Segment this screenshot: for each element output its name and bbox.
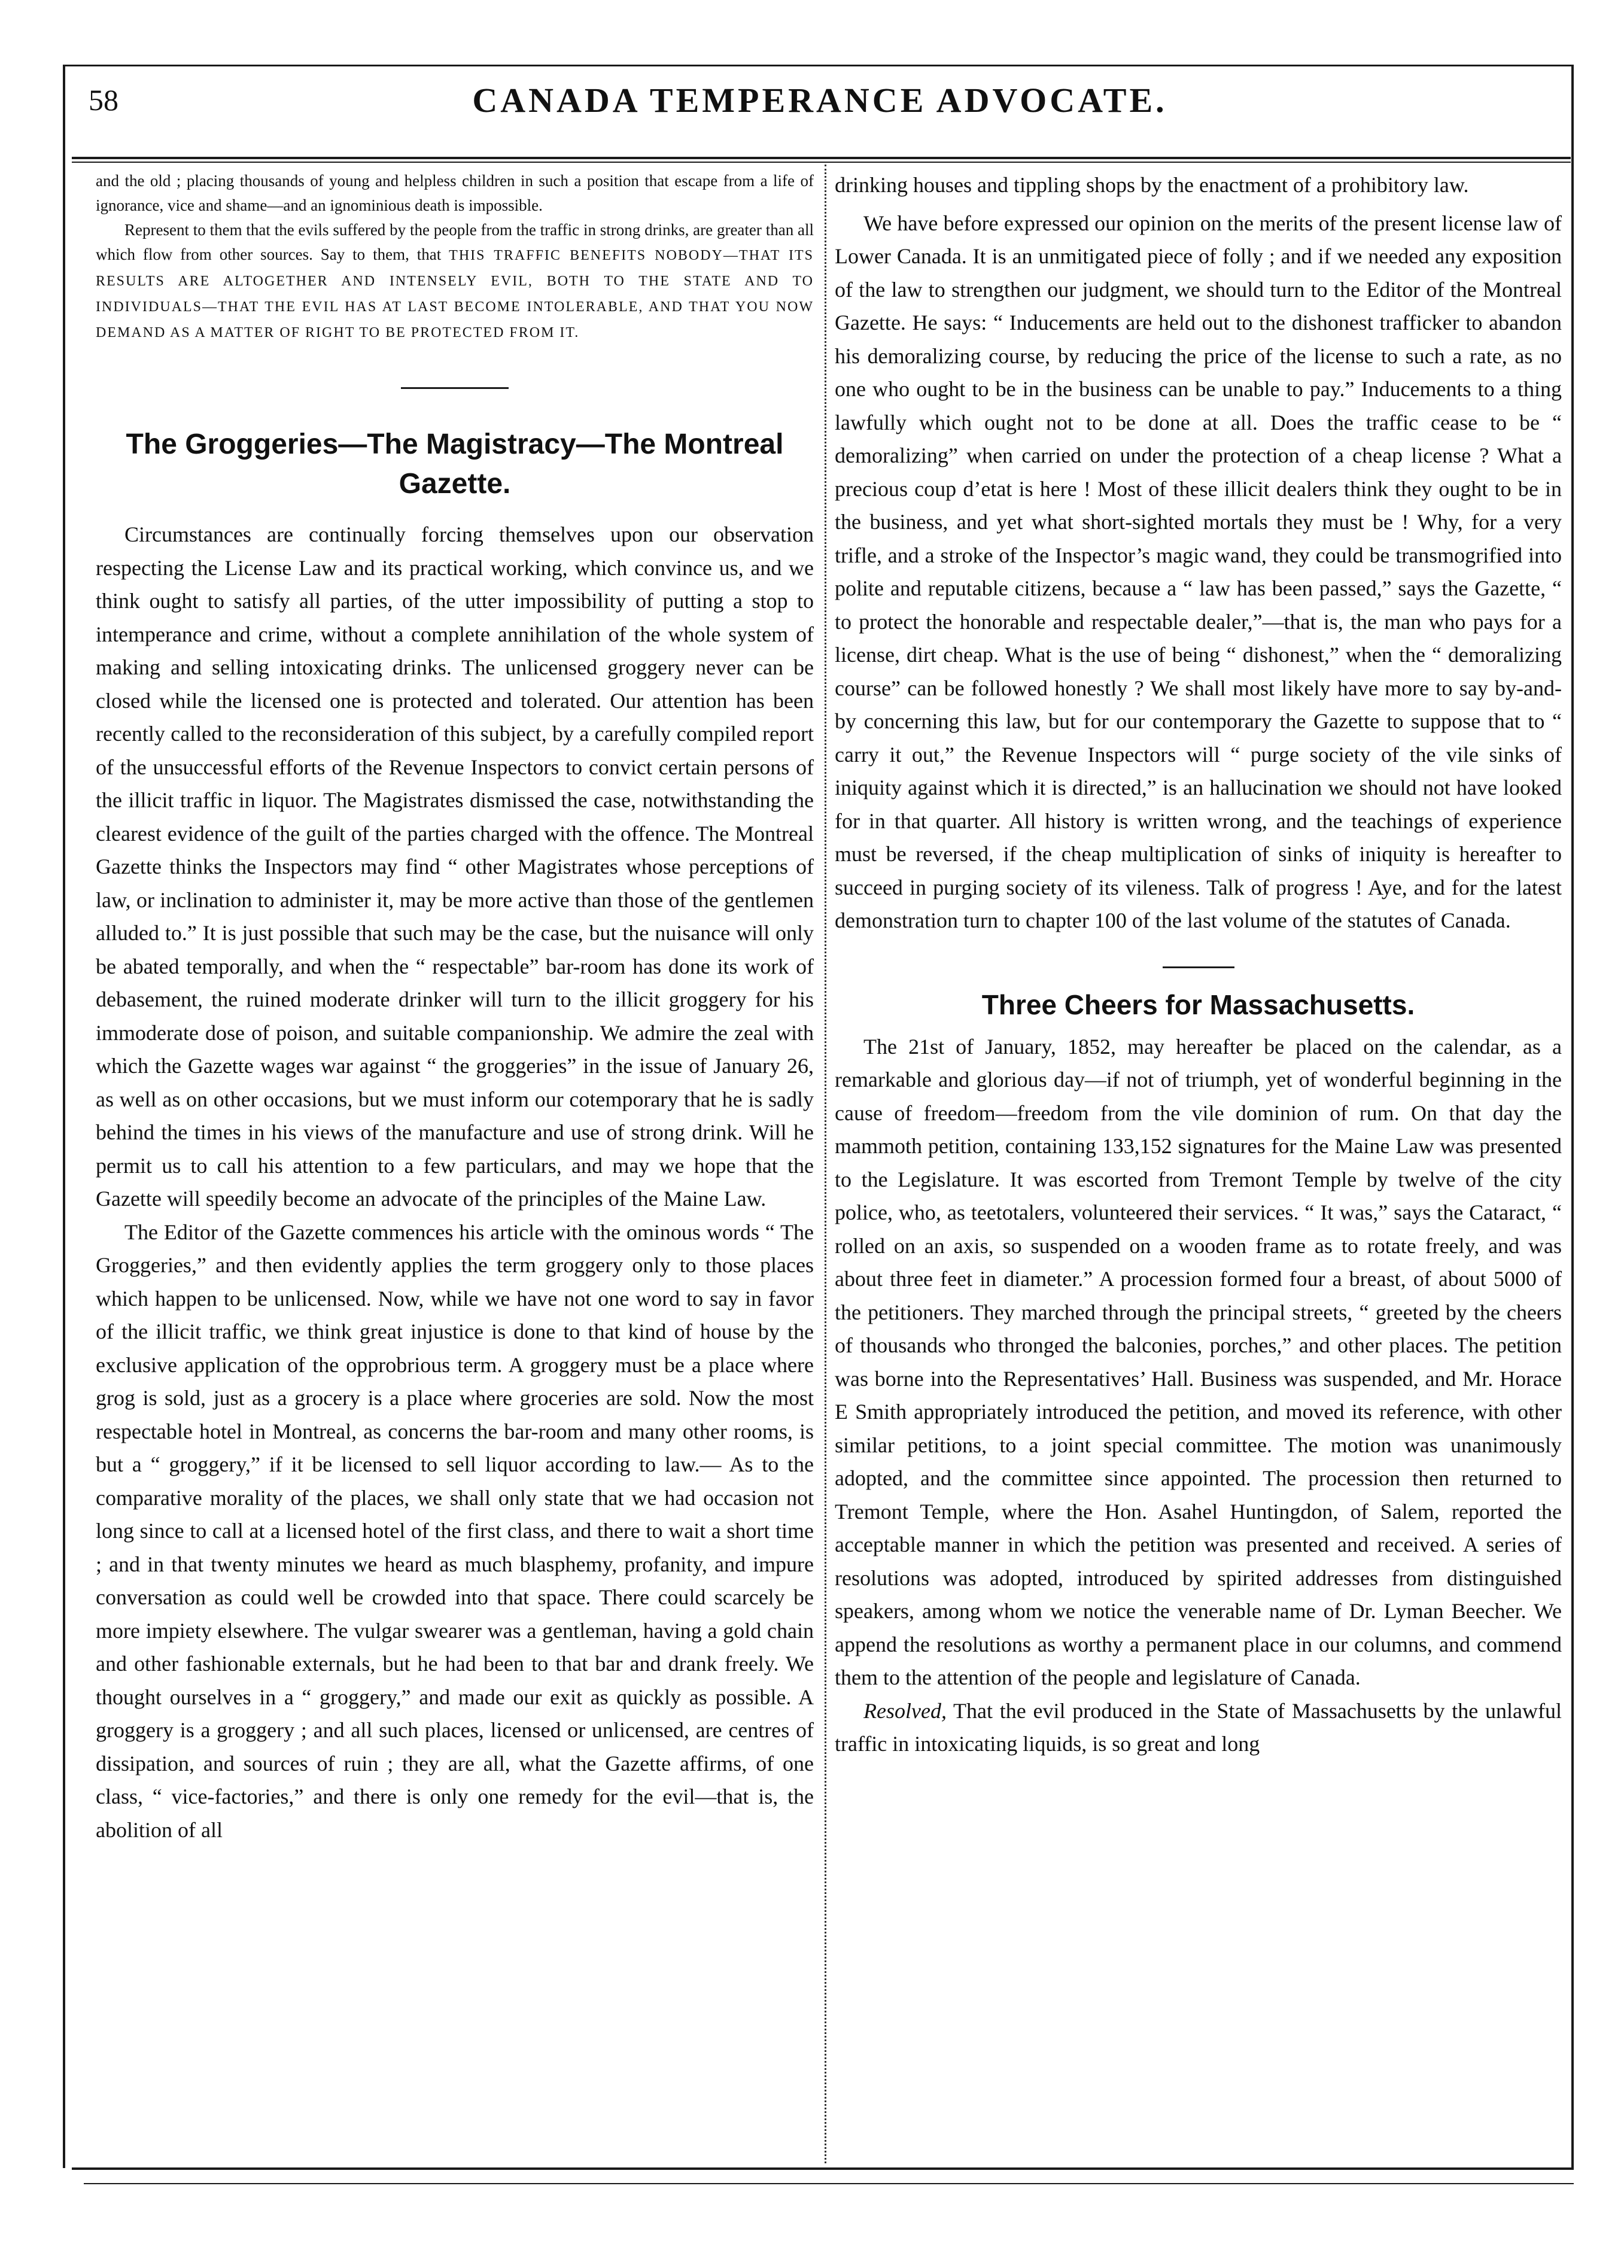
article-paragraph-2: The Editor of the Gazette commences his article with the ominous words “ The Groggeries,” and then evidently applies the term groggery only to those places which happen to be unlicensed. Now, while we have not one word to say in favor of the illicit traffic, we think great injustice is done to that kind of house by the exclusive application of the opprobrious term. A groggery must be a place where grog is sold, just as a grocery is a place where groceries are sold. Now the most respectable hotel in Montreal, as concerns the bar-room and many other rooms, is but a “ groggery,” if it be licensed to sell liquor according to law.— As to the comparative morality of the places, we shall only state that we had occasion not long since to call at a licensed hotel of the first class, and there to wait a short time ; and in that twenty minutes we heard as much blasphemy, profanity, and impure conversation as could well be crowded into that space. There could scarcely be more impiety elsewhere. The vulgar swearer was a gentleman, having a gold chain and other fashionable externals, but he had been to that bar and drank freely. We thought ourselves in a “ groggery,” and made our exit as quickly as possible. A groggery is a groggery ; and all such places, licensed or unlicensed, are centres of dissipation, and sources of ruin ; they are all, what the Gazette affirms, of one class, “ vice-factories,” and there is only one remedy for the evil—that is, the abolition of all bbox=[96, 1220, 814, 1842]
intro-paragraph-2 bbox=[96, 218, 814, 345]
right-column bbox=[835, 169, 1562, 1761]
article-paragraph-1: Circumstances are continually forcing themselves upon our observation respecting the License Law and its practical working, which convince us, and we think ought to satisfy all parties, of the utter impossibility of putting a stop to intemperance and crime, without a complete annihilation of the whole system of making and selling intoxicating drinks. The unlicensed groggery never can be closed while the licensed one is protected and tolerated. Our attention has been recently called to the reconsideration of this subject, by a carefully compiled report of the unsuccessful efforts of the Revenue Inspectors to convict certain persons of the illicit traffic in liquor. The Magistrates dismissed the case, notwithstanding the clearest evidence of the guilt of the parties charged with the offence. The Montreal Gazette thinks the Inspectors may find “ other Magistrates whose perceptions of law, or inclination to administer it, may be more active than those of the gentlemen alluded to.” It is just possible that such may be the case, but the nuisance will only be abated temporally, and when the “ respectable” bar-room has done its work of debasement, the ruined moderate drinker will turn to the illicit groggery for his immoderate dose of poison, and suitable companionship. We admire the zeal with which the Gazette wages war against “ the groggeries” in the issue of January 26, as well as on other occasions, but we must inform our cotemporary that he is sadly behind the times in his views of the manufacture and use of strong drink. Will he permit us to call his attention to a few particulars, and may we hope that the Gazette will speedily become an advocate of the principles of the Maine Law. bbox=[96, 522, 814, 1211]
left-column bbox=[96, 169, 814, 1847]
right-paragraph-1: We have before expressed our opinion on the merits of the present license law of Lower Canada. It is an unmitigated piece of folly ; and if we needed any exposition of the law to strengthen our judgment, we should turn to the Editor of the Montreal Gazette. He says: “ Inducements are held out to the dishonest trafficker to abandon his demoralizing course, by reducing the price of the license to such a rate, as no one who ought to be in the business can be unable to pay.” Inducements to a thing lawfully which ought not to be done at all. Does the traffic cease to be “ demoralizing” when carried on under the protection of a cheap license ? What a precious coup d’etat is here ! Most of these illicit dealers think they ought to be in the business, and yet what short-sighted mortals they must be ! Why, for a very trifle, and a stroke of the Inspector’s magic wand, they could be transmogrified into polite and reputable citizens, because a “ law has been passed,” says the Gazette, “ to protect the honorable and respectable dealer,”—that is, the man who pays for a license, dirt cheap. What is the use of being “ dishonest,” when the “ demoralizing course” can be followed honestly ? We shall most likely have more to say by-and-by concerning this law, but for our contemporary the Gazette to suppose that to “ carry it out,” the Revenue Inspectors will “ purge society of the vile sinks of iniquity against which it is directed,” is an hallucination we should not have looked for in that quarter. All history is written wrong, and the teachings of experience must be reversed, if the cheap multiplication of sinks of iniquity is hereafter to succeed in purging society of its vileness. Talk of progress ! Aye, and for the latest demonstration turn to chapter 100 of the last volume of the statutes of Canada. bbox=[835, 211, 1562, 932]
intro-paragraph-2-caps: THIS TRAFFIC BENEFITS NOBODY—THAT ITS RESULTS ARE ALTOGETHER AND INTENSELY EVIL, BOTH TO THE STATE AND TO INDIVIDUALS—THAT THE EVIL HAS AT LAST BECOME INTOLERABLE, AND THAT YOU NOW DEMAND AS A MATTER OF RIGHT TO BE PROTECTED FROM IT. bbox=[96, 248, 814, 340]
resolved-paragraph bbox=[835, 1695, 1562, 1761]
header-rule-thin bbox=[72, 162, 1571, 163]
page-header bbox=[66, 72, 1574, 150]
footer-rule-thin bbox=[84, 2183, 1574, 2184]
resolved-label: Resolved, bbox=[863, 1698, 947, 1723]
column-divider bbox=[825, 165, 826, 2163]
intro-paragraph-1: and the old ; placing thousands of young and helpless children in such a position that escape from a life of ignorance, vice and shame—and an ignominious death is impossible. bbox=[96, 172, 814, 214]
resolved-text: That the evil produced in the State of Massachusetts by the unlawful traffic in intoxicating liquids, is so great and long bbox=[835, 1698, 1562, 1756]
section-rule-right bbox=[1163, 966, 1234, 968]
page-number: 58 bbox=[89, 83, 118, 117]
running-title: CANADA TEMPERANCE ADVOCATE. bbox=[472, 81, 1167, 120]
article-title-groggeries: The Groggeries—The Magistracy—The Montreal Gazette. bbox=[126, 428, 784, 500]
continuation-paragraph: drinking houses and tippling shops by the enactment of a prohibitory law. bbox=[835, 173, 1469, 197]
intro-paragraph-2-text: Represent to them that the evils suffered by the people from the traffic in strong drinks, are greater than all which flow from other sources. Say to them, that bbox=[96, 221, 814, 263]
footer-rule bbox=[72, 2167, 1574, 2170]
header-rule bbox=[72, 157, 1571, 159]
right-paragraph-2: The 21st of January, 1852, may hereafter be placed on the calendar, as a remarkable and glorious day—if not of triumph, yet of wonderful beginning in the cause of freedom—freedom from the vile dominion of rum. On that day the mammoth petition, containing 133,152 signatures for the Maine Law was presented to the Legislature. It was escorted from Tremont Temple by twelve of the city police, who, as teetotalers, volunteered their services. “ It was,” says the Cataract, “ rolled on an axis, so suspended on a wooden frame as to rotate freely, and was about three feet in diameter.” A procession formed four a breast, of about 5000 of the petitioners. They marched through the principal streets, “ greeted by the cheers of thousands who thronged the balconies, porches,” and other places. The petition was borne into the Representatives’ Hall. Business was suspended, and Mr. Horace E Smith appropriately introduced the petition, and moved its reference, with other similar petitions, to a joint special committee. The motion was unanimously adopted, and the committee since appointed. The procession then returned to Tremont Temple, where the Hon. Asahel Huntingdon, of Salem, reported the acceptable manner in which the petition was presented and received. A series of resolutions was adopted, introduced by spirited addresses from distinguished speakers, among whom we notice the venerable name of Dr. Lyman Beecher. We append the resolutions as worthy a permanent place in our columns, and commend them to the attention of the people and legislature of Canada. bbox=[835, 1034, 1562, 1689]
section-rule bbox=[401, 387, 509, 389]
article-title-massachusetts: Three Cheers for Massachusetts. bbox=[981, 989, 1415, 1020]
